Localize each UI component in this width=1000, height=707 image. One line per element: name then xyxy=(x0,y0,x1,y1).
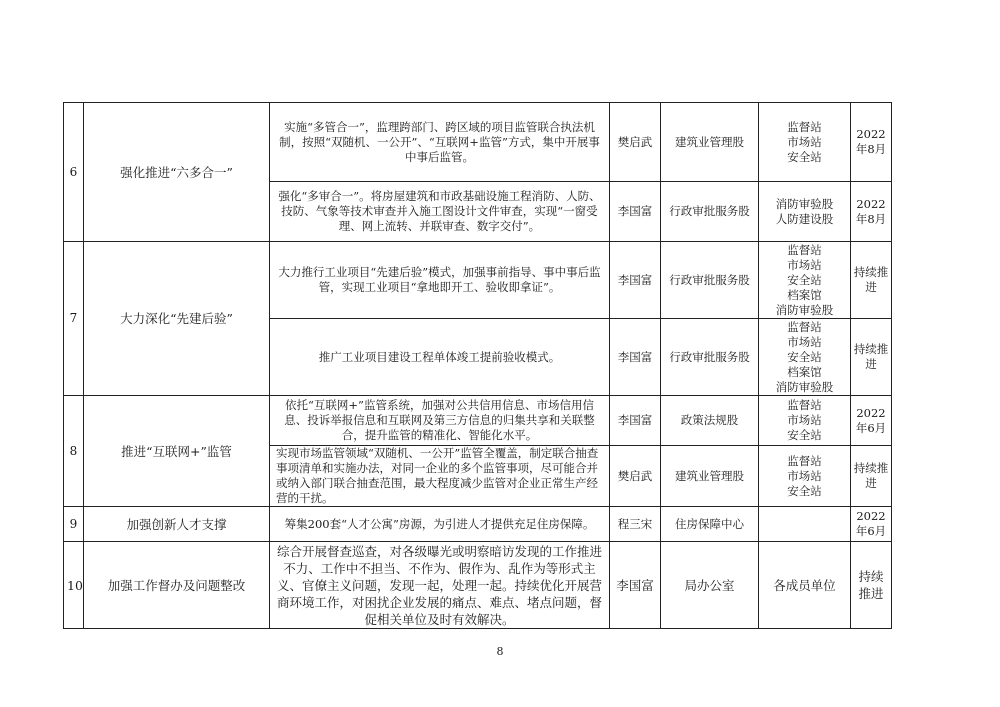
task-title: 推进“互联网+”监管 xyxy=(84,396,270,507)
deadline: 2022年8月 xyxy=(851,182,892,242)
lead-department: 建筑业管理股 xyxy=(661,446,759,507)
partner-units xyxy=(759,396,851,446)
deadline: 持续推进 xyxy=(851,242,892,319)
lead-department: 行政审批服务股 xyxy=(661,182,759,242)
row-number: 8 xyxy=(64,396,84,507)
partner-units xyxy=(759,542,851,629)
lead-department: 建筑业管理股 xyxy=(661,103,759,182)
row-number: 6 xyxy=(64,103,84,242)
table-row xyxy=(64,396,892,446)
responsible-person: 樊启武 xyxy=(610,103,661,182)
lead-department: 行政审批服务股 xyxy=(661,319,759,396)
partner-unit: 消防审验股 xyxy=(775,302,834,317)
partner-unit: 安全站 xyxy=(787,149,822,164)
partner-units xyxy=(759,182,851,242)
partner-unit: 市场站 xyxy=(787,413,822,427)
table-row xyxy=(64,242,892,319)
task-content: 实施“多管合一”，监理跨部门、跨区域的项目监管联合执法机制，按照“双随机、一公开”、“互联网+监管”方式，集中开展事中事后监管。 xyxy=(270,103,610,182)
responsible-person: 李国富 xyxy=(610,242,661,319)
partner-unit: 档案馆 xyxy=(787,287,822,302)
partner-unit: 监督站 xyxy=(787,242,822,257)
partner-unit: 档案馆 xyxy=(787,364,822,379)
deadline: 2022年6月 xyxy=(851,396,892,446)
partner-unit: 人防建设股 xyxy=(775,211,834,226)
task-content: 实现市场监管领域“双随机、一公开”监管全覆盖，制定联合抽查事项清单和实施办法，对同一企业的多个监管事项，尽可能合并或纳入部门联合抽查范围，最大程度减少监管对企业正常生产经营的干扰。 xyxy=(270,446,610,507)
row-number: 10 xyxy=(64,542,84,629)
page-number: 8 xyxy=(496,645,504,658)
partner-unit: 消防审验股 xyxy=(775,196,834,211)
task-content: 综合开展督查巡查，对各级曝光或明察暗访发现的工作推进不力、工作中不担当、不作为、假作为、乱作为等形式主义、官僚主义问题，发现一起，处理一起。持续优化开展营商环境工作，对困扰企业发展的痛点、难点、堵点问题，督促相关单位及时有效解决。 xyxy=(270,542,610,629)
partner-unit: 安全站 xyxy=(787,428,822,442)
partner-unit: 市场站 xyxy=(787,257,822,272)
partner-units xyxy=(759,103,851,182)
deadline: 持续推进 xyxy=(851,319,892,396)
responsible-person: 李国富 xyxy=(610,319,661,396)
row-number: 7 xyxy=(64,242,84,396)
deadline: 2022年6月 xyxy=(851,507,892,542)
table-row xyxy=(64,542,892,629)
lead-department: 局办公室 xyxy=(661,542,759,629)
partner-unit: 安全站 xyxy=(787,272,822,287)
task-title: 加强创新人才支撑 xyxy=(84,507,270,542)
partner-unit: 监督站 xyxy=(787,398,822,412)
responsible-person: 李国富 xyxy=(610,396,661,446)
task-title: 加强工作督办及问题整改 xyxy=(84,542,270,629)
partner-unit: 消防审验股 xyxy=(775,379,834,394)
partner-units xyxy=(759,242,851,319)
partner-unit: 安全站 xyxy=(787,483,822,498)
partner-unit: 监督站 xyxy=(787,453,822,468)
task-table xyxy=(63,102,892,629)
deadline: 持续推进 xyxy=(851,446,892,507)
task-title: 强化推进“六多合一” xyxy=(84,103,270,242)
partner-unit: 各成员单位 xyxy=(773,577,836,593)
partner-unit: 市场站 xyxy=(787,134,822,149)
responsible-person: 李国富 xyxy=(610,182,661,242)
task-content: 强化“多审合一”。将房屋建筑和市政基础设施工程消防、人防、技防、气象等技术审查并入施工图设计文件审查，实现“一窗受理、网上流转、并联审查、数字交付”。 xyxy=(270,182,610,242)
deadline: 持续推进 xyxy=(851,542,892,629)
responsible-person: 程三宋 xyxy=(610,507,661,542)
lead-department: 住房保障中心 xyxy=(661,507,759,542)
responsible-person: 李国富 xyxy=(610,542,661,629)
table-row xyxy=(64,103,892,182)
task-title: 大力深化“先建后验” xyxy=(84,242,270,396)
partner-units xyxy=(759,319,851,396)
task-content: 筹集200套“人才公寓”房源，为引进人才提供充足住房保障。 xyxy=(270,507,610,542)
task-content: 推广工业项目建设工程单体竣工提前验收模式。 xyxy=(270,319,610,396)
task-content: 大力推行工业项目“先建后验”模式，加强事前指导、事中事后监管，实现工业项目“拿地即开工、验收即拿证”。 xyxy=(270,242,610,319)
partner-unit: 市场站 xyxy=(787,334,822,349)
partner-units xyxy=(759,446,851,507)
partner-unit: 监督站 xyxy=(787,319,822,334)
responsible-person: 樊启武 xyxy=(610,446,661,507)
task-content: 依托“互联网+”监管系统，加强对公共信用信息、市场信用信息、投诉举报信息和互联网及第三方信息的归集共享和关联整合，提升监管的精准化、智能化水平。 xyxy=(270,396,610,446)
deadline: 2022年8月 xyxy=(851,103,892,182)
lead-department: 行政审批服务股 xyxy=(661,242,759,319)
table-row xyxy=(64,507,892,542)
partner-unit: 监督站 xyxy=(787,119,822,134)
partner-units xyxy=(759,507,851,542)
partner-unit: 安全站 xyxy=(787,349,822,364)
lead-department: 政策法规股 xyxy=(661,396,759,446)
row-number: 9 xyxy=(64,507,84,542)
partner-unit: 市场站 xyxy=(787,468,822,483)
